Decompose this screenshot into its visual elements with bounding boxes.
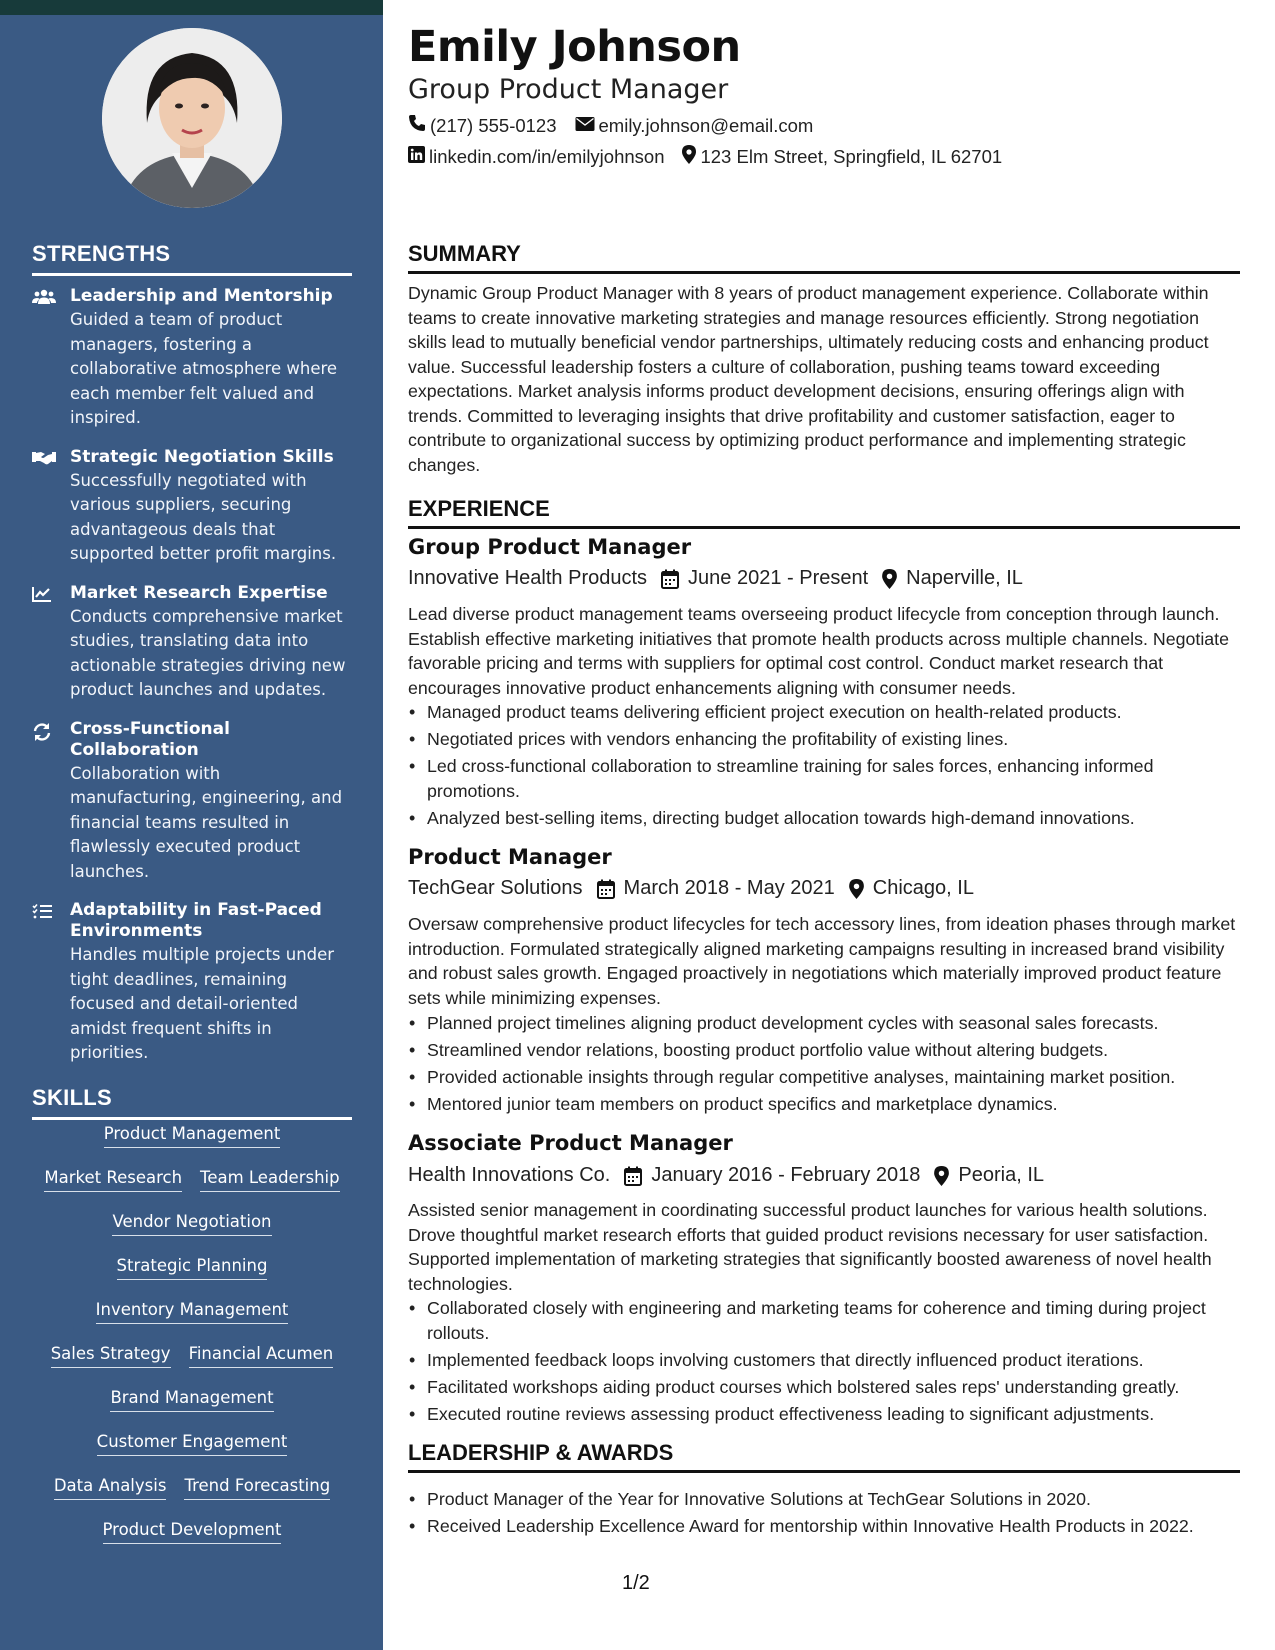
strength-description: Handles multiple projects under tight deadlines, remaining focused and detail-oriented amidst frequent shifts in priorities.	[70, 945, 335, 1062]
strength-item	[32, 583, 352, 703]
chart-line-icon	[32, 583, 70, 703]
job-bullets	[408, 700, 1240, 833]
skill-tag: Trend Forecasting	[184, 1476, 330, 1500]
strength-description: Collaboration with manufacturing, engineering, and financial teams resulted in flawlessly executed product launches.	[70, 763, 343, 881]
handshake-icon	[32, 447, 70, 567]
skills-list	[32, 1124, 352, 1564]
skill-tag: Product Management	[104, 1124, 281, 1148]
strength-description: Conducts comprehensive market studies, translating data into actionable strategies driving new product launches and updates.	[70, 606, 346, 699]
strength-description: Successfully negotiated with various suppliers, securing advantageous deals that supported better profit margins.	[70, 470, 337, 563]
skill-tag: Sales Strategy	[51, 1344, 171, 1368]
bullet-item: • Collaborated closely with engineering and marketing teams for coherence and timing during project rollouts.	[408, 1296, 1240, 1345]
email-contact	[575, 115, 814, 137]
job-dates: January 2016 - February 2018	[651, 1164, 921, 1186]
job-bullets	[408, 1011, 1240, 1119]
job-meta	[408, 1164, 1044, 1187]
skill-tag: Financial Acumen	[189, 1344, 334, 1368]
bullet-item: • Facilitated workshops aiding product courses which bolstered sales reps' understanding greatly.	[408, 1375, 1240, 1400]
company-name: Innovative Health Products	[408, 567, 648, 589]
summary-text: Dynamic Group Product Manager with 8 years of product management experience. Collaborate within teams to create innovative marketing strategies and manage resources efficiently. Strong negotiation skills lead to mutually beneficial vendor partnerships, ultimately reducing costs and enhancing product value. Successful leadership fosters a culture of collaboration, pushing teams toward exceeding expectations. Market analysis informs product development decisions, ensuring offerings align with trends. Committed to leveraging insights that drive profitability and customer satisfaction, eager to contribute to organizational success by optimizing product performance and implementing strategic changes.	[408, 283, 1209, 475]
job-description: Assisted senior management in coordinating successful product launches for various health solutions. Drove thoughtful market research efforts that guided product revisions necessary for user satisfaction. Supported implementation of marketing strategies that significantly boosted awareness of novel health technologies.	[408, 1200, 1212, 1294]
skill-tag: Brand Management	[110, 1388, 273, 1412]
linkedin-contact	[408, 146, 664, 168]
calendar-icon	[597, 879, 615, 899]
tasks-icon	[32, 900, 70, 1066]
skill-tag: Team Leadership	[200, 1168, 340, 1192]
awards-heading: LEADERSHIP & AWARDS	[408, 1440, 1240, 1473]
page-number: 1/2	[622, 1572, 650, 1594]
bullet-item: • Analyzed best-selling items, directing budget allocation towards high-demand innovations.	[408, 806, 1240, 831]
map-marker-icon	[849, 879, 864, 899]
job-title: Group Product Manager	[408, 535, 692, 559]
profile-photo	[102, 28, 282, 208]
sidebar	[0, 0, 383, 1650]
job-title: Associate Product Manager	[408, 1131, 733, 1155]
experience-heading: EXPERIENCE	[408, 496, 1240, 529]
linkedin-icon	[408, 146, 429, 168]
strength-item	[32, 719, 352, 885]
strength-title: Cross-Functional Collaboration	[70, 718, 230, 760]
company-name: TechGear Solutions	[408, 877, 583, 899]
bullet-item: • Negotiated prices with vendors enhancing the profitability of existing lines.	[408, 727, 1240, 752]
award-item: • Received Leadership Excellence Award for mentorship within Innovative Health Products in 2022.	[408, 1514, 1240, 1539]
contact-row	[408, 145, 1020, 169]
skill-tag: Data Analysis	[54, 1476, 167, 1500]
award-item: • Product Manager of the Year for Innovative Solutions at TechGear Solutions in 2020.	[408, 1487, 1240, 1512]
strength-title: Leadership and Mentorship	[70, 286, 333, 306]
calendar-icon	[624, 1166, 642, 1186]
skills-heading: SKILLS	[32, 1085, 352, 1120]
skill-tag: Vendor Negotiation	[112, 1212, 271, 1236]
bullet-item: • Led cross-functional collaboration to streamline training for sales forces, enhancing informed promotions.	[408, 754, 1240, 803]
company-name: Health Innovations Co.	[408, 1164, 611, 1186]
job-meta	[408, 567, 1023, 590]
job-description: Lead diverse product management teams overseeing product lifecycle from conception through launch. Establish effective marketing initiatives that promote health products across multiple channels. Negotiate favorable pricing and terms with suppliers for optimal cost control. Conduct market research that encourages innovative product enhancements aligning with consumer needs.	[408, 604, 1230, 698]
address-contact	[682, 145, 1002, 169]
candidate-name: Emily Johnson	[408, 22, 741, 72]
job-location: Naperville, IL	[906, 567, 1023, 589]
bullet-item: • Planned project timelines aligning product development cycles with seasonal sales forecasts.	[408, 1011, 1240, 1036]
job-bullets	[408, 1296, 1240, 1429]
job-dates: March 2018 - May 2021	[623, 877, 835, 899]
skill-tag: Market Research	[44, 1168, 182, 1192]
email-text: emily.johnson@email.com	[598, 114, 814, 136]
strength-title: Strategic Negotiation Skills	[70, 446, 334, 467]
strength-title: Market Research Expertise	[70, 582, 328, 603]
phone-text: (217) 555-0123	[430, 114, 557, 136]
skill-tag: Customer Engagement	[97, 1432, 288, 1456]
job-location: Chicago, IL	[872, 877, 974, 899]
strengths-list	[32, 286, 352, 1082]
users-icon	[32, 286, 70, 431]
sync-icon	[32, 719, 70, 885]
strength-title: Adaptability in Fast-Paced Environments	[70, 900, 322, 941]
contact-row	[408, 114, 831, 137]
job-title: Product Manager	[408, 845, 612, 869]
linkedin-text: linkedin.com/in/emilyjohnson	[429, 146, 665, 167]
phone-contact	[408, 114, 557, 137]
bullet-item: • Managed product teams delivering efficient project execution on health-related products.	[408, 700, 1240, 725]
map-marker-icon	[882, 569, 897, 589]
job-location: Peoria, IL	[958, 1164, 1045, 1186]
phone-icon	[408, 114, 430, 137]
strengths-heading: STRENGTHS	[32, 241, 352, 276]
sidebar-top-bar	[0, 0, 383, 15]
map-marker-icon	[682, 145, 700, 169]
bullet-item: • Provided actionable insights through regular competitive analyses, maintaining market position.	[408, 1065, 1240, 1090]
skill-tag: Product Development	[103, 1520, 282, 1544]
strength-description: Guided a team of product managers, fostering a collaborative atmosphere where each member felt valued and inspired.	[70, 310, 338, 427]
bullet-item: • Mentored junior team members on product specifics and marketplace dynamics.	[408, 1092, 1240, 1117]
skill-tag: Strategic Planning	[117, 1256, 268, 1280]
skill-tag: Inventory Management	[96, 1300, 289, 1324]
strength-item	[32, 447, 352, 567]
candidate-role: Group Product Manager	[408, 74, 729, 105]
awards-list	[408, 1487, 1240, 1541]
calendar-icon	[661, 569, 679, 589]
job-description: Oversaw comprehensive product lifecycles for tech accessory lines, from ideation phases through market introduction. Formulated strategically aligned marketing campaigns resulting in increased brand visibility and robust sales growth. Engaged proactively in negotiations which materially improved product feature sets while minimizing expenses.	[408, 914, 1236, 1008]
bullet-item: • Implemented feedback loops involving customers that directly influenced product iterations.	[408, 1348, 1240, 1373]
summary-heading: SUMMARY	[408, 241, 1240, 274]
map-marker-icon	[934, 1166, 949, 1186]
envelope-icon	[575, 115, 599, 137]
strength-item	[32, 900, 352, 1066]
job-dates: June 2021 - Present	[688, 567, 869, 589]
strength-item	[32, 286, 352, 431]
job-meta	[408, 877, 974, 900]
address-text: 123 Elm Street, Springfield, IL 62701	[700, 146, 1003, 167]
bullet-item: • Streamlined vendor relations, boosting product portfolio value without altering budgets.	[408, 1038, 1240, 1063]
bullet-item: • Executed routine reviews assessing product effectiveness leading to significant adjustments.	[408, 1402, 1240, 1427]
